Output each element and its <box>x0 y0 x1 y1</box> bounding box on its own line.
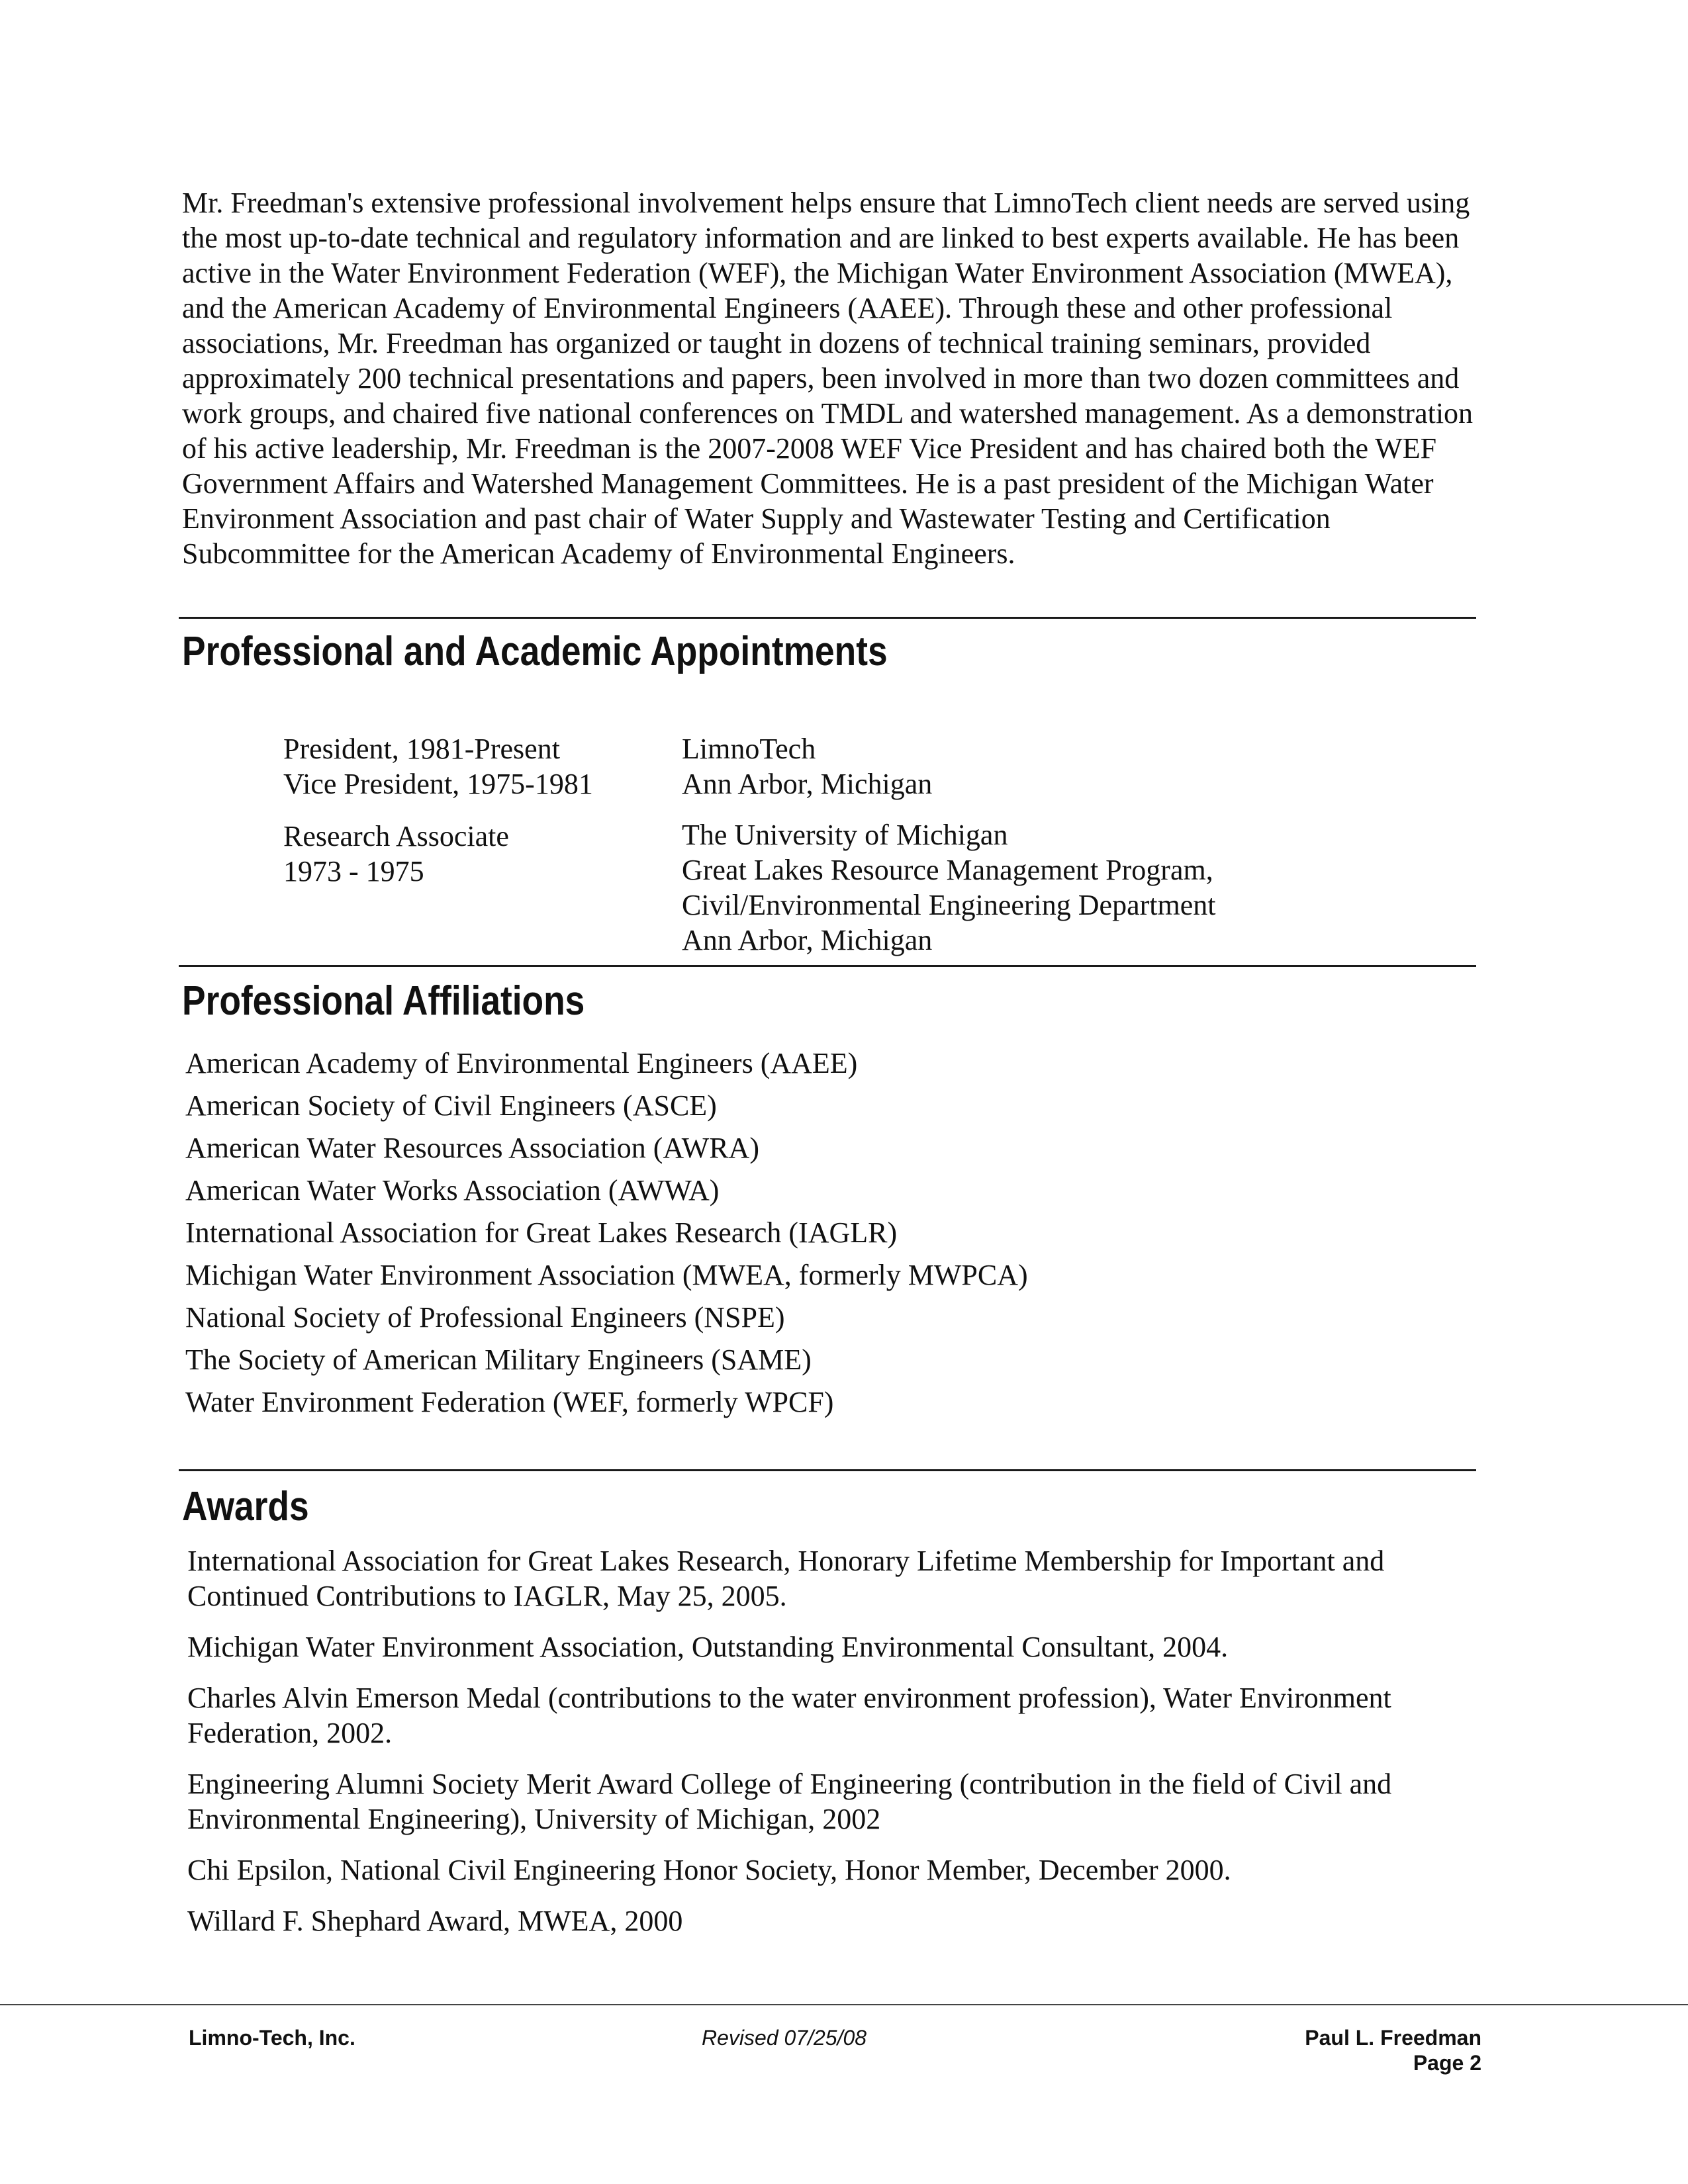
footer-revised-date: Revised 07/25/08 <box>702 2026 867 2050</box>
list-item: International Association for Great Lakes Research, Honorary Lifetime Membership for Important and Continued Contributions to IAGLR, May 25, 2005. <box>187 1545 1385 1612</box>
section-title-appointments: Professional and Academic Appointments <box>182 629 888 674</box>
page-number: Page 2 <box>1413 2051 1481 2075</box>
list-item: Willard F. Shephard Award, MWEA, 2000 <box>187 1905 683 1937</box>
appointment-role: Vice President, 1975-1981 <box>283 768 593 800</box>
list-item: Chi Epsilon, National Civil Engineering Honor Society, Honor Member, December 2000. <box>187 1854 1231 1886</box>
section-title-affiliations: Professional Affiliations <box>182 978 585 1024</box>
appointment-role: President, 1981-Present <box>283 733 560 765</box>
list-item: American Academy of Environmental Engineers (AAEE) <box>185 1047 858 1079</box>
list-item: American Water Resources Association (AWRA) <box>185 1132 759 1164</box>
list-item: Charles Alvin Emerson Medal (contributions to the water environment profession), Water Environment Federation, 2002. <box>187 1682 1391 1749</box>
appointment-org-line: Civil/Environmental Engineering Department <box>682 889 1216 921</box>
list-item: Michigan Water Environment Association (MWEA, formerly MWPCA) <box>185 1259 1028 1291</box>
list-item: Engineering Alumni Society Merit Award College of Engineering (contribution in the field of Civil and Environmental Engineering), University of Michigan, 2002 <box>187 1768 1392 1835</box>
appointment-org-line: LimnoTech <box>682 733 816 765</box>
appointment-roles <box>283 819 509 889</box>
appointment-organization <box>682 731 932 801</box>
footer-company: Limno-Tech, Inc. <box>189 2026 355 2050</box>
list-item: Michigan Water Environment Association, Outstanding Environmental Consultant, 2004. <box>187 1631 1229 1663</box>
appointment-role: 1973 - 1975 <box>283 855 424 887</box>
appointment-roles <box>283 731 593 801</box>
section-divider <box>179 617 1476 619</box>
footer-author-page <box>1305 2025 1481 2075</box>
section-title-awards: Awards <box>182 1484 309 1529</box>
appointment-org-line: Great Lakes Resource Management Program, <box>682 854 1213 886</box>
appointment-org-line: The University of Michigan <box>682 819 1008 851</box>
awards-list <box>187 1543 1485 1954</box>
section-divider <box>179 965 1476 967</box>
footer-divider <box>0 2004 1688 2005</box>
list-item: American Society of Civil Engineers (ASCE) <box>185 1089 717 1122</box>
list-item: National Society of Professional Engineers (NSPE) <box>185 1301 785 1334</box>
list-item: International Association for Great Lakes Research (IAGLR) <box>185 1216 898 1249</box>
list-item: The Society of American Military Engineers (SAME) <box>185 1343 812 1376</box>
appointment-role: Research Associate <box>283 820 509 852</box>
appointment-organization <box>682 817 1215 958</box>
footer-author-name: Paul L. Freedman <box>1305 2026 1481 2050</box>
appointment-org-line: Ann Arbor, Michigan <box>682 924 933 956</box>
affiliations-list <box>185 1042 1028 1424</box>
list-item: American Water Works Association (AWWA) <box>185 1174 720 1206</box>
appointment-org-line: Ann Arbor, Michigan <box>682 768 933 800</box>
list-item: Water Environment Federation (WEF, formerly WPCF) <box>185 1386 834 1418</box>
section-divider <box>179 1469 1476 1471</box>
intro-paragraph: Mr. Freedman's extensive professional involvement helps ensure that LimnoTech client needs are served using the most up-to-date technical and regulatory information and are linked to best experts available. He has been active in the Water Environment Federation (WEF), the Michigan Water Environment Association (MWEA), and the American Academy of Environmental Engineers (AAEE). Through these and other professional associations, Mr. Freedman has organized or taught in dozens of technical training seminars, provided approximately 200 technical presentations and papers, been involved in more than two dozen committees and work groups, and chaired five national conferences on TMDL and watershed management. As a demonstration of his active leadership, Mr. Freedman is the 2007-2008 WEF Vice President and has chaired both the WEF Government Affairs and Watershed Management Committees. He is a past president of the Michigan Water Environment Association and past chair of Water Supply and Wastewater Testing and Certification Subcommittee for the American Academy of Environmental Engineers. <box>182 187 1474 570</box>
